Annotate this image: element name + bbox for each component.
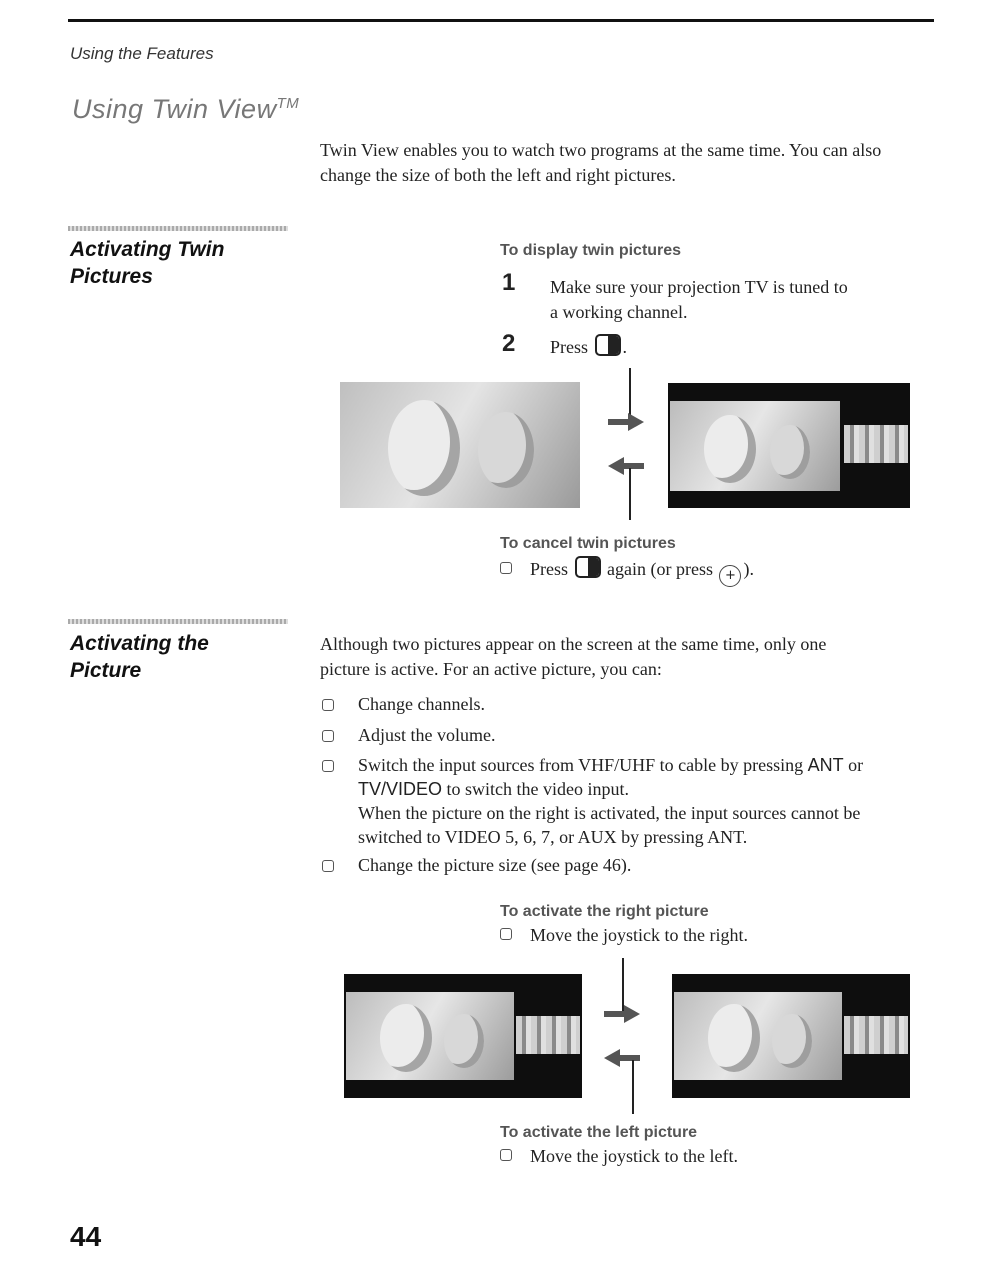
heading-activating-picture: [70, 630, 290, 684]
bullet3-text: Switch the input sources from VHF/UHF to cable by pressing: [358, 755, 804, 775]
arrow-left-icon: [606, 456, 646, 476]
list-item-text: Adjust the volume.: [358, 725, 496, 745]
page-number: 44: [70, 1221, 102, 1252]
heading-line: Pictures: [70, 265, 153, 288]
checkbox-bullet-icon: [322, 699, 334, 711]
active-intro: [320, 632, 920, 682]
section-divider-picture: [68, 619, 288, 624]
step-1-text: [550, 275, 910, 325]
face-shape: [478, 412, 534, 488]
step-2-press: Press: [550, 337, 589, 357]
arrow-left-icon: [602, 1048, 642, 1068]
checkbox-bullet-icon: [322, 860, 334, 872]
twin-pictures-image: [668, 383, 910, 508]
checkbox-bullet-icon: [500, 562, 512, 574]
active-intro-line: picture is active. For an active picture, you can:: [320, 659, 662, 679]
cancel-twin-title: To cancel twin pictures: [500, 535, 676, 552]
page-title: [72, 94, 299, 125]
right-picture: [844, 425, 908, 463]
step-2-text: [550, 334, 627, 360]
active-intro-line: Although two pictures appear on the screen at the same time, only one: [320, 634, 827, 654]
checkbox-bullet-icon: [500, 1149, 512, 1161]
bullet3-or: or: [848, 755, 864, 775]
display-twin-title: To display twin pictures: [500, 242, 682, 259]
activate-right-title: To activate the right picture: [500, 903, 709, 920]
left-picture: [346, 992, 514, 1080]
list-item: [322, 723, 496, 747]
bullet3-note: switched to VIDEO 5, 6, 7, or AUX by pressing ANT.: [358, 827, 748, 847]
arrow-right-icon: [606, 412, 646, 432]
twin-left-active-image: [344, 974, 582, 1098]
connector-line: [632, 1060, 634, 1114]
left-picture: [674, 992, 842, 1080]
heading-line: Picture: [70, 659, 142, 682]
list-item: [322, 753, 922, 849]
list-item-text: [322, 753, 922, 849]
face-shape: [708, 1004, 760, 1072]
face-shape: [772, 1014, 812, 1068]
left-picture: [670, 401, 840, 491]
connector-line: [629, 468, 631, 520]
step-number: 2: [502, 330, 516, 357]
section-divider-twin: [68, 226, 288, 231]
right-picture: [844, 1016, 908, 1054]
list-item: [322, 692, 485, 716]
twin-right-active-image: [672, 974, 910, 1098]
bullet3-note: When the picture on the right is activated, the input sources cannot be: [358, 803, 861, 823]
face-shape: [388, 400, 460, 496]
arrow-right-icon: [602, 1004, 642, 1024]
cancel-end: ).: [743, 559, 754, 579]
joystick-icon: +: [719, 565, 741, 587]
trademark-mark: TM: [276, 95, 300, 112]
twin-view-button-icon: [595, 334, 621, 356]
cancel-again: again (or press: [607, 559, 713, 579]
activate-left-text: Move the joystick to the left.: [530, 1146, 738, 1166]
heading-activating-twin: [70, 236, 290, 290]
section-header: Using the Features: [70, 44, 214, 63]
top-rule: [68, 19, 934, 22]
right-picture: [516, 1016, 580, 1054]
checkbox-bullet-icon: [322, 730, 334, 742]
activate-left-instruction: [500, 1144, 738, 1169]
page-title-text: Using Twin View: [72, 94, 277, 124]
step-number: 1: [502, 269, 516, 296]
list-item-text: Change the picture size (see page 46).: [358, 855, 632, 875]
checkbox-bullet-icon: [500, 928, 512, 940]
checkbox-bullet-icon: [322, 760, 334, 772]
cancel-press: Press: [530, 559, 569, 579]
face-shape: [380, 1004, 432, 1072]
heading-line: Activating the: [70, 632, 209, 655]
activate-right-text: Move the joystick to the right.: [530, 925, 748, 945]
tv-video-key-label: TV/VIDEO: [358, 779, 443, 799]
intro-paragraph: Twin View enables you to watch two programs at the same time. You can also change the size of both the left and right pictures.: [320, 140, 882, 185]
step-1-line: Make sure your projection TV is tuned to: [550, 277, 848, 297]
step-2-end: .: [622, 337, 628, 357]
bullet3-text: to switch the video input.: [446, 779, 629, 799]
face-shape: [770, 425, 810, 479]
activate-right-instruction: [500, 923, 748, 948]
ant-key-label: ANT: [807, 755, 844, 775]
single-picture-image: [340, 382, 580, 508]
step-1-line: a working channel.: [550, 302, 688, 322]
list-item: [322, 853, 631, 877]
face-shape: [704, 415, 756, 483]
twin-view-button-icon: [575, 556, 601, 578]
cancel-instruction: [500, 556, 754, 587]
activate-left-title: To activate the left picture: [500, 1124, 698, 1141]
list-item-text: Change channels.: [358, 694, 485, 714]
heading-line: Activating Twin: [70, 238, 225, 261]
face-shape: [444, 1014, 484, 1068]
